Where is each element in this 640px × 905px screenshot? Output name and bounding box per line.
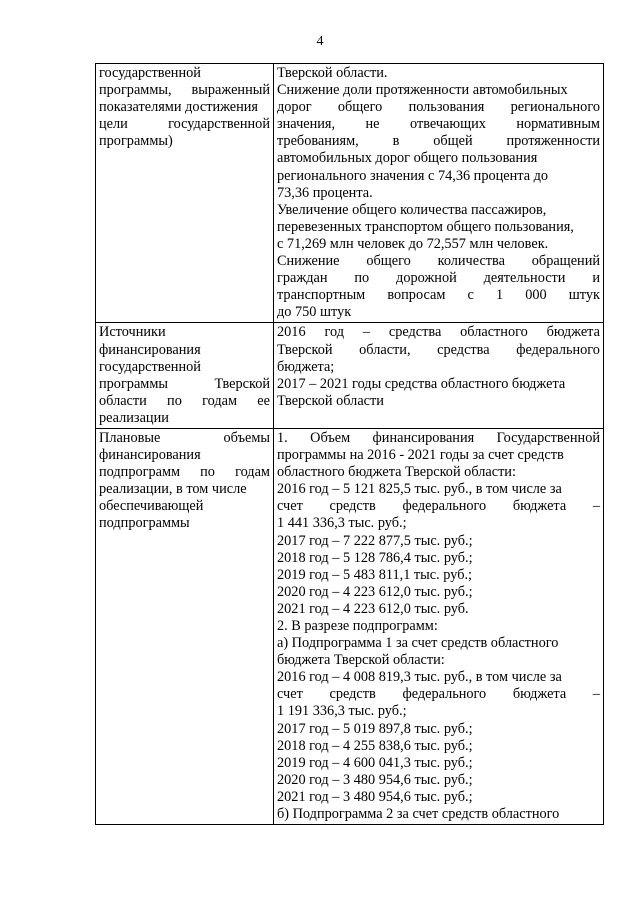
value-word: бюджета xyxy=(546,324,600,341)
label-line: реализации xyxy=(99,409,169,426)
value-word: и xyxy=(592,270,600,287)
value-word: общего xyxy=(366,253,411,270)
label-line xyxy=(99,82,270,99)
value-word: средств xyxy=(329,498,376,515)
value-word: штук xyxy=(568,287,600,304)
value-line: автомобильных дорог общего пользования xyxy=(277,150,538,167)
value-line xyxy=(277,253,600,270)
value-word: 1. xyxy=(277,429,288,446)
value-line: регионального значения с 74,36 процента до xyxy=(277,167,549,184)
value-word: средств xyxy=(329,686,376,703)
value-line: 2016 год – 5 121 825,5 тыс. руб., в том числе за xyxy=(277,481,562,498)
label-line xyxy=(99,393,270,410)
label-word: ее xyxy=(257,392,270,409)
value-word: вопросам xyxy=(387,287,446,304)
value-line: бюджета; xyxy=(277,358,335,375)
value-word: общей xyxy=(433,133,473,150)
value-word: Объем xyxy=(310,429,351,446)
label-word: годам xyxy=(202,392,238,409)
value-line: 1 441 336,3 тыс. руб.; xyxy=(277,515,407,532)
value-line: перевезенных транспортом общего пользования, xyxy=(277,218,574,235)
label-line: государственной xyxy=(99,65,201,81)
label-line xyxy=(99,376,270,393)
value-word: бюджета xyxy=(512,686,567,703)
page-number: 4 xyxy=(316,34,324,49)
row-label-cell xyxy=(96,428,274,824)
value-line: 2018 год – 4 255 838,6 тыс. руб.; xyxy=(277,737,473,754)
value-line: с 71,269 млн человек до 72,557 млн человек. xyxy=(277,235,549,252)
value-line: программы на 2016 - 2021 годы за счет средств xyxy=(277,447,564,464)
value-word: пользования xyxy=(408,99,485,116)
value-line: 2016 год – 4 008 819,3 тыс. руб., в том числе за xyxy=(277,669,562,686)
label-line: показателями достижения xyxy=(99,99,259,116)
label-line: подпрограммы xyxy=(99,515,190,532)
value-line: бюджета Тверской области: xyxy=(277,652,445,669)
label-line: программы) xyxy=(99,133,173,150)
value-line: 2021 год – 4 223 612,0 тыс. руб. xyxy=(277,600,469,617)
value-line xyxy=(277,324,600,341)
value-line: Увеличение общего количества пассажиров, xyxy=(277,201,547,218)
value-line: 2. В разрезе подпрограмм: xyxy=(277,618,438,634)
label-word: годам xyxy=(235,464,270,481)
value-word: 2016 xyxy=(277,324,306,341)
label-line xyxy=(99,430,270,447)
value-word: протяженности xyxy=(506,133,600,150)
value-line: областного бюджета Тверской области: xyxy=(277,464,516,481)
value-line xyxy=(277,430,600,447)
value-line xyxy=(277,116,600,133)
value-word: не xyxy=(365,116,380,133)
value-word: дорог xyxy=(277,99,312,116)
label-line: реализации, в том числе xyxy=(99,481,247,498)
value-word: – xyxy=(592,686,600,703)
value-word: финансирования xyxy=(372,429,475,446)
value-word: бюджета xyxy=(512,498,567,515)
value-line: б) Подпрограмма 2 за счет средств областного xyxy=(277,806,560,823)
value-word: средства xyxy=(388,324,442,341)
table-row xyxy=(96,323,604,429)
value-line: а) Подпрограмма 1 за счет средств областного xyxy=(277,635,559,652)
value-word: Тверской xyxy=(277,341,333,358)
value-line: 2018 год – 5 128 786,4 тыс. руб.; xyxy=(277,549,473,566)
program-passport-table xyxy=(95,63,604,825)
value-word: год xyxy=(324,324,344,341)
row-value-cell xyxy=(274,428,604,824)
value-word: количества xyxy=(437,253,505,270)
value-line: Снижение доли протяженности автомобильных xyxy=(277,82,568,99)
value-word: с xyxy=(467,287,474,304)
value-word: федерального xyxy=(402,686,487,703)
label-word: Плановые xyxy=(99,429,161,446)
value-word: федерального xyxy=(516,341,600,358)
value-word: – xyxy=(592,498,600,515)
table-row xyxy=(96,64,604,323)
value-word: – xyxy=(362,324,370,341)
value-line xyxy=(277,287,600,304)
value-word: в xyxy=(392,133,400,150)
value-word: значения, xyxy=(277,116,336,133)
value-line: Тверской области. xyxy=(277,65,388,81)
label-word: области xyxy=(99,392,147,409)
value-word: регионального xyxy=(510,99,600,116)
label-line xyxy=(99,464,270,481)
value-line: 73,36 процента. xyxy=(277,184,373,201)
value-line xyxy=(277,99,600,116)
value-word: общего xyxy=(337,99,383,116)
value-word: федерального xyxy=(402,498,487,515)
value-word: 1 xyxy=(495,287,504,304)
label-word: цели xyxy=(99,116,128,133)
value-word: отвечающих xyxy=(410,116,486,133)
row-value-cell xyxy=(274,323,604,429)
row-label-cell xyxy=(96,64,274,323)
label-line: финансирования xyxy=(99,341,201,358)
value-word: области, xyxy=(359,341,411,358)
value-line xyxy=(277,270,600,287)
label-word: государственной xyxy=(168,116,270,133)
value-line: Тверской области xyxy=(277,392,384,409)
label-word: объемы xyxy=(223,429,270,446)
value-word: требованиям, xyxy=(277,133,359,150)
label-line: финансирования xyxy=(99,447,201,464)
label-word: по xyxy=(167,392,182,409)
value-line: 2017 год – 7 222 877,5 тыс. руб.; xyxy=(277,532,473,549)
row-label-cell xyxy=(96,323,274,429)
value-word: граждан xyxy=(277,270,328,287)
value-word: дорожной xyxy=(396,270,457,287)
label-line: Источники xyxy=(99,324,166,341)
value-word: нормативным xyxy=(516,116,600,133)
value-line: до 750 штук xyxy=(277,304,352,321)
value-line: 2017 – 2021 годы средства областного бюджета xyxy=(277,375,566,392)
value-line: 2019 год – 5 483 811,1 тыс. руб.; xyxy=(277,566,473,583)
value-line xyxy=(277,342,600,359)
value-word: Снижение xyxy=(277,253,340,270)
value-word: счет xyxy=(277,498,303,515)
value-line: 2020 год – 4 223 612,0 тыс. руб.; xyxy=(277,583,473,600)
label-line xyxy=(99,116,270,133)
value-line xyxy=(277,133,600,150)
label-word: программы, xyxy=(99,82,172,99)
value-line xyxy=(277,686,600,703)
value-line: 2020 год – 3 480 954,6 тыс. руб.; xyxy=(277,771,473,788)
value-line xyxy=(277,498,600,515)
label-word: Тверской xyxy=(214,375,270,392)
value-word: деятельности xyxy=(483,270,566,287)
value-line: 2019 год – 4 600 041,3 тыс. руб.; xyxy=(277,754,473,771)
value-word: транспортным xyxy=(277,287,366,304)
label-word: по xyxy=(200,464,215,481)
label-word: программы xyxy=(99,375,169,392)
value-line: 2017 год – 5 019 897,8 тыс. руб.; xyxy=(277,720,473,737)
value-word: средства xyxy=(437,341,490,358)
value-word: счет xyxy=(277,686,303,703)
value-word: Государственной xyxy=(496,429,600,446)
value-line: 1 191 336,3 тыс. руб.; xyxy=(277,703,407,720)
value-word: 000 xyxy=(525,287,547,304)
row-value-cell xyxy=(274,64,604,323)
label-word: подпрограмм xyxy=(99,464,181,481)
value-word: областного xyxy=(460,324,528,341)
label-word: выраженный xyxy=(191,82,270,99)
value-word: обращений xyxy=(531,253,600,270)
label-line: обеспечивающей xyxy=(99,498,204,515)
label-line: государственной xyxy=(99,358,201,375)
value-line: 2021 год – 3 480 954,6 тыс. руб.; xyxy=(277,788,473,805)
table-row xyxy=(96,428,604,824)
value-word: по xyxy=(354,270,370,287)
